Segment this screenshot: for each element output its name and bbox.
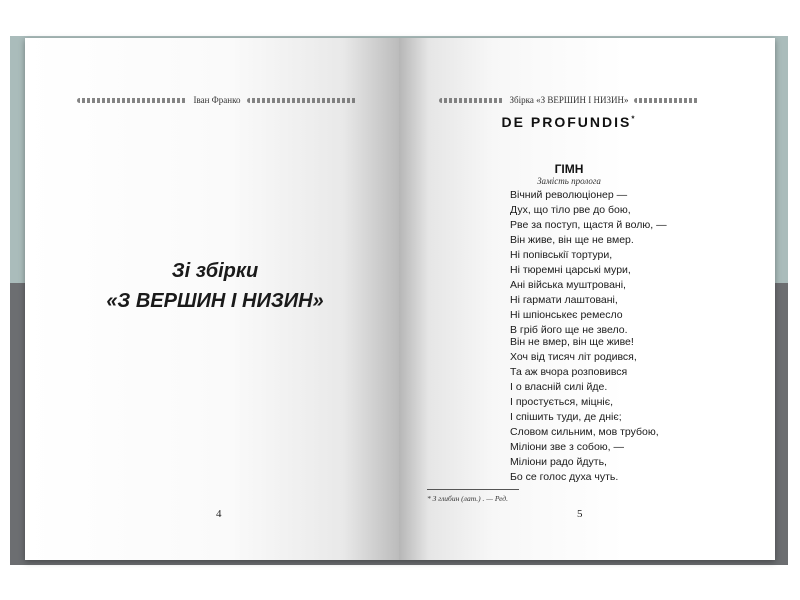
poem-line: В гріб його ще не звело. (510, 324, 628, 336)
poem-line: Ні попівськії тортури, (510, 249, 613, 261)
poem-subtitle: Замість пролога (537, 176, 601, 186)
hymn-title: ГІМН (554, 162, 584, 176)
book-spread (25, 38, 775, 560)
poem-line: Хоч від тисяч літ родився, (510, 351, 637, 363)
ornament-rule (77, 98, 187, 103)
section-title-line: Зі збірки (171, 260, 259, 282)
poem-title (459, 114, 679, 130)
page-number-right: 5 (577, 508, 583, 520)
poem-line: Міліони зве з собою, — (510, 441, 624, 453)
poem-line: Він не вмер, він ще живе! (510, 336, 634, 348)
left-running-head (77, 93, 357, 107)
poem-line: Ні шпіонськеє ремесло (510, 309, 623, 321)
poem-line: Він живе, він ще не вмер. (510, 234, 634, 246)
footnote: * З глибин (лат.) . — Ред. (427, 494, 508, 503)
poem-line: Ні гармати лаштовані, (510, 294, 618, 306)
poem-line: І о власній силі йде. (510, 381, 608, 393)
footnote-mark: * (631, 114, 637, 124)
ornament-rule (439, 98, 504, 103)
ornament-rule (247, 98, 357, 103)
poem-line: Словом сильним, мов трубою, (510, 426, 659, 438)
poem-line: Рве за поступ, щастя й волю, — (510, 219, 667, 231)
right-running-head-text: Збірка «З ВЕРШИН І НИЗИН» (509, 95, 629, 105)
poem-line: Міліони радо йдуть, (510, 456, 607, 468)
poem-line: Вічний революціонер — (510, 189, 628, 201)
stanza-1 (510, 188, 667, 338)
right-running-head (439, 93, 699, 107)
right-page (399, 38, 775, 560)
poem-line: Та аж вчора розповився (510, 366, 628, 378)
footnote-rule (427, 489, 519, 490)
page-number-left: 4 (216, 508, 222, 520)
poem-line: І простується, міцніє, (510, 396, 614, 408)
ornament-rule (634, 98, 699, 103)
poem-line: І спішить туди, де дніє; (510, 411, 622, 423)
left-running-head-text: Іван Франко (193, 95, 241, 105)
poem-line: Ані війська муштровані, (510, 279, 626, 291)
poem-line: Бо се голос духа чуть. (510, 471, 619, 483)
section-title (65, 256, 365, 316)
left-page (25, 38, 399, 560)
poem-line: Ні тюремні царські мури, (510, 264, 631, 276)
stanza-2 (510, 335, 659, 485)
section-title-line: «З ВЕРШИН І НИЗИН» (106, 290, 324, 312)
poem-line: Дух, що тіло рве до бою, (510, 204, 631, 216)
poem-title-text: DE PROFUNDIS (501, 114, 632, 130)
